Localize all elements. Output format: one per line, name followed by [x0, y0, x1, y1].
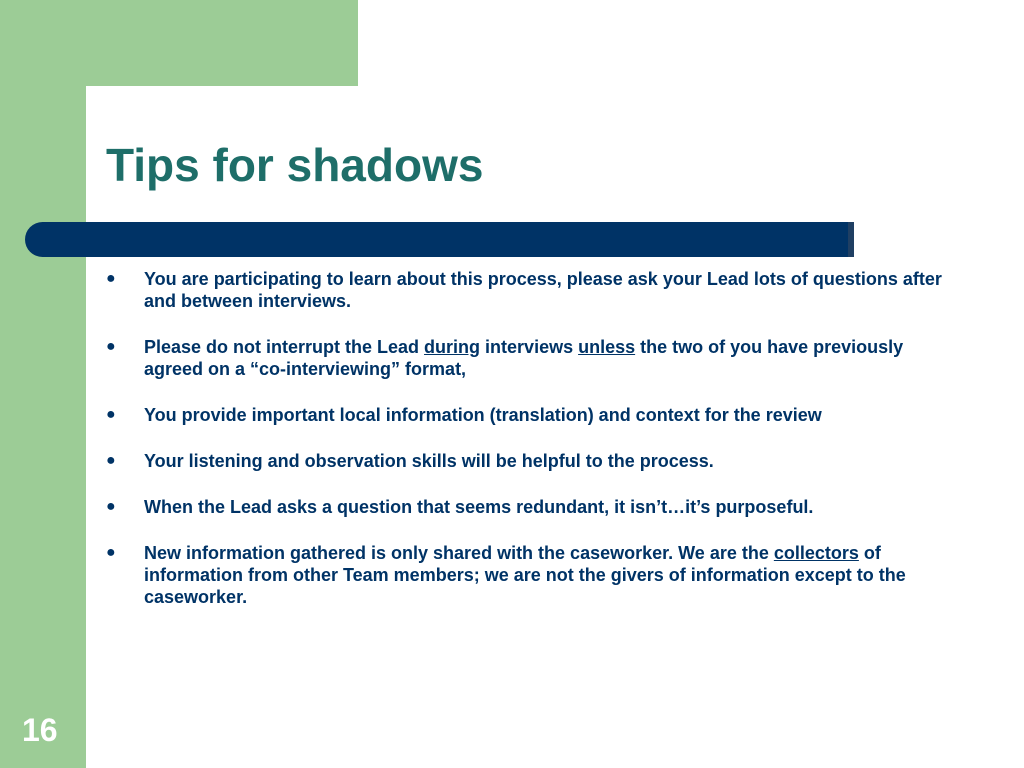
bullet-item-5: [106, 496, 956, 518]
bullet-text: of information from other Team members; we are not the givers of information except to the caseworker.: [144, 543, 906, 607]
bullet-item-2: [106, 336, 956, 380]
bullet-text: the two of you have previously agreed on a “co-interviewing” format,: [144, 337, 904, 379]
bullet-dot-icon: ●: [106, 270, 116, 287]
bullet-text: When the Lead asks a question that seems redundant, it isn’t…it’s purposeful.: [144, 497, 814, 517]
bullet-item-4: [106, 450, 956, 472]
bullet-dot-icon: ●: [106, 498, 116, 515]
emphasis-during: during: [424, 337, 481, 357]
left-green-band: [0, 0, 86, 768]
top-green-band: [0, 0, 358, 86]
bullet-text: New information gathered is only shared with the caseworker. We are the: [144, 543, 774, 563]
bullet-item-6: [106, 542, 956, 608]
slide-title: Tips for shadows: [106, 139, 484, 191]
bullet-dot-icon: ●: [106, 544, 116, 561]
bullet-dot-icon: ●: [106, 338, 116, 355]
bullet-text: You provide important local information (translation) and context for the review: [144, 405, 822, 425]
emphasis-collectors: collectors: [773, 543, 859, 563]
bullet-text: Please do not interrupt the Lead: [144, 337, 425, 357]
title-bar-edge: [848, 222, 854, 257]
bullet-text: You are participating to learn about this process, please ask your Lead lots of questions after and between interviews.: [144, 269, 942, 311]
bullet-item-3: [106, 404, 956, 426]
emphasis-unless: unless: [578, 337, 636, 357]
bullet-dot-icon: ●: [106, 406, 116, 423]
bullet-list: [106, 268, 956, 632]
bullet-text: interviews: [480, 337, 579, 357]
slide-number: 16: [22, 712, 58, 748]
bullet-dot-icon: ●: [106, 452, 116, 469]
bullet-text: Your listening and observation skills will be helpful to the process.: [144, 451, 714, 471]
bullet-item-1: [106, 268, 956, 312]
title-underline-bar: [25, 222, 853, 257]
